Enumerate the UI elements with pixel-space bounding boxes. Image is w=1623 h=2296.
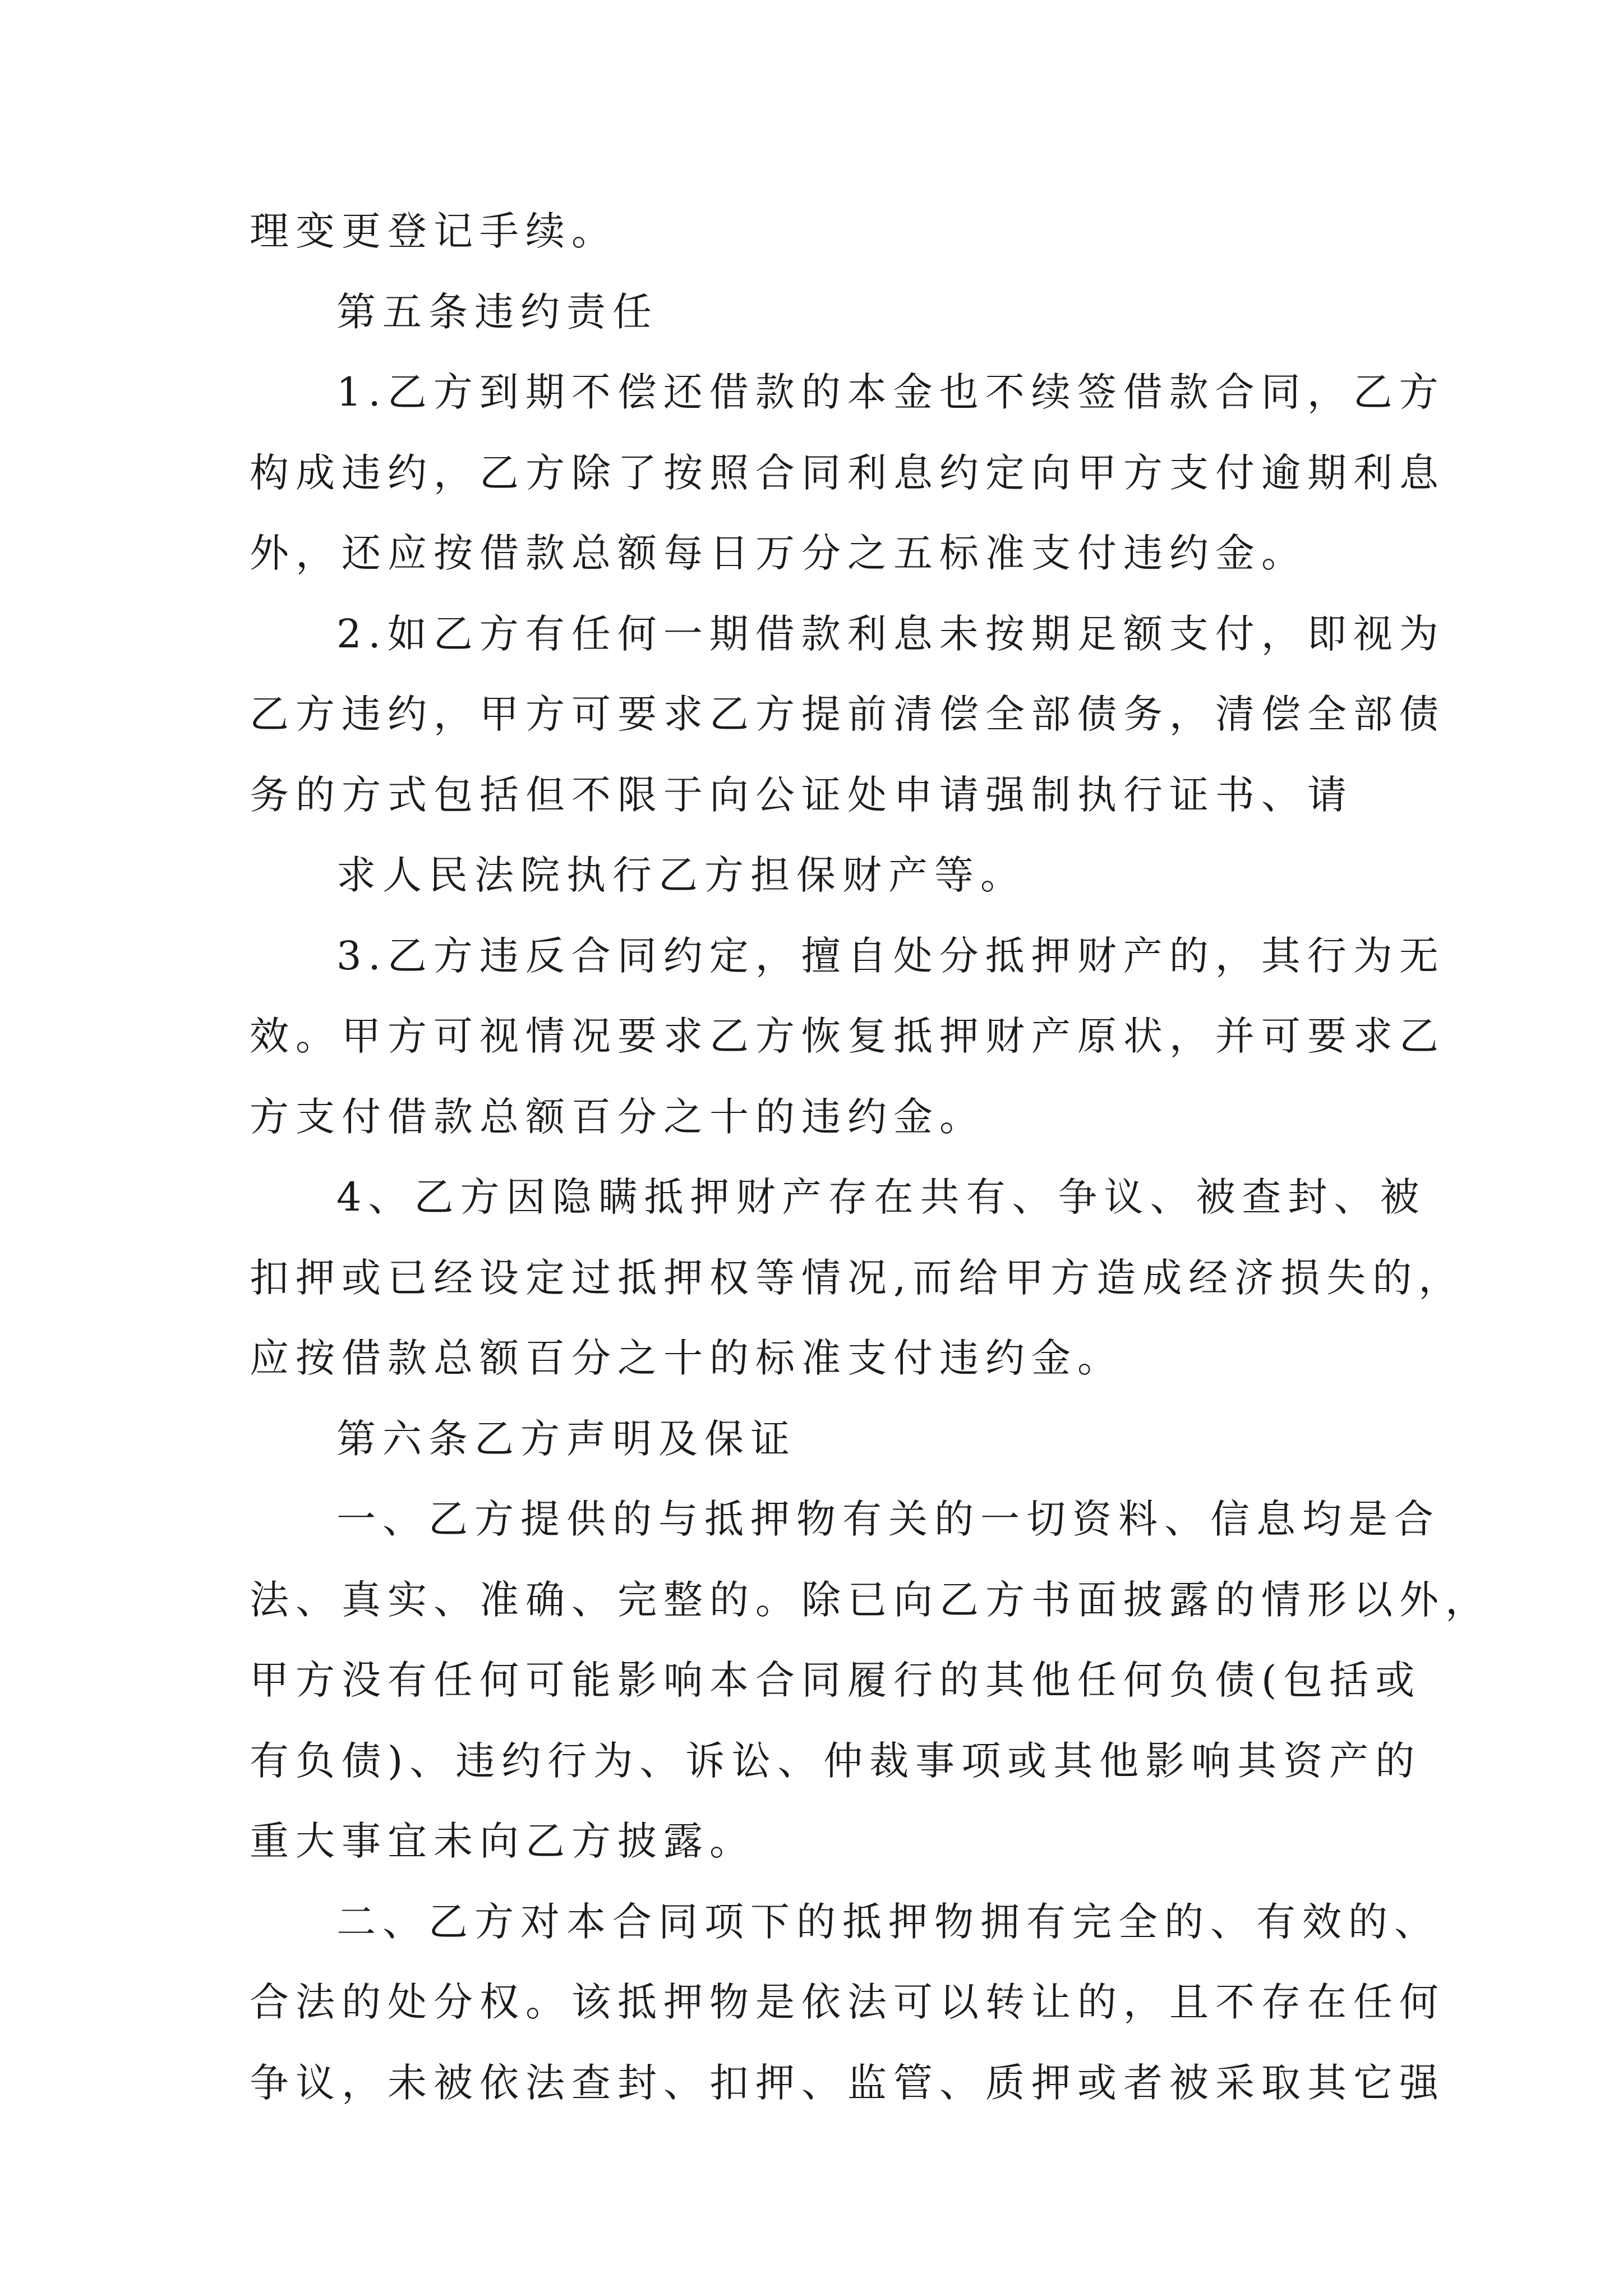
text-line: 有负债)、违约行为、诉讼、仲裁事项或其他影响其资产的	[250, 1738, 1422, 1784]
text-line: 务的方式包括但不限于向公证处申请强制执行证书、请	[250, 772, 1353, 818]
text-line: 二、乙方对本合同项下的抵押物拥有完全的、有效的、	[336, 1899, 1440, 1945]
text-line: 法、真实、准确、完整的。除已向乙方书面披露的情形以外，	[250, 1577, 1491, 1623]
text-line: 方支付借款总额百分之十的违约金。	[250, 1094, 985, 1140]
text-line: 3.乙方违反合同约定，擅自处分抵押财产的，其行为无	[336, 933, 1445, 979]
text-line: 效。甲方可视情况要求乙方恢复抵押财产原状，并可要求乙	[250, 1013, 1445, 1059]
text-line: 重大事宜未向乙方披露。	[250, 1818, 755, 1864]
text-line: 扣押或已经设定过抵押权等情况,而给甲方造成经济损失的，	[250, 1255, 1465, 1301]
text-line: 理变更登记手续。	[250, 208, 617, 254]
text-line: 2.如乙方有任何一期借款利息未按期足额支付，即视为	[336, 611, 1445, 657]
text-line: 一、乙方提供的与抵押物有关的一切资料、信息均是合	[336, 1496, 1440, 1542]
text-line: 4、乙方因隐瞒抵押财产存在共有、争议、被查封、被	[336, 1174, 1426, 1220]
section-heading: 第五条违约责任	[336, 289, 658, 335]
text-line: 构成违约，乙方除了按照合同利息约定向甲方支付逾期利息	[250, 450, 1445, 496]
text-line: 合法的处分权。该抵押物是依法可以转让的，且不存在任何	[250, 1979, 1445, 2025]
text-line: 外，还应按借款总额每日万分之五标准支付违约金。	[250, 530, 1307, 576]
text-line: 乙方违约，甲方可要求乙方提前清偿全部债务，清偿全部债	[250, 691, 1445, 737]
text-line: 争议，未被依法查封、扣押、监管、质押或者被采取其它强	[250, 2060, 1445, 2106]
text-line: 甲方没有任何可能影响本合同履行的其他任何负债(包括或	[250, 1657, 1422, 1703]
section-heading: 第六条乙方声明及保证	[336, 1416, 796, 1462]
text-line: 求人民法院执行乙方担保财产等。	[336, 852, 1026, 898]
text-line: 1.乙方到期不偿还借款的本金也不续签借款合同，乙方	[336, 369, 1445, 415]
text-line: 应按借款总额百分之十的标准支付违约金。	[250, 1335, 1123, 1381]
